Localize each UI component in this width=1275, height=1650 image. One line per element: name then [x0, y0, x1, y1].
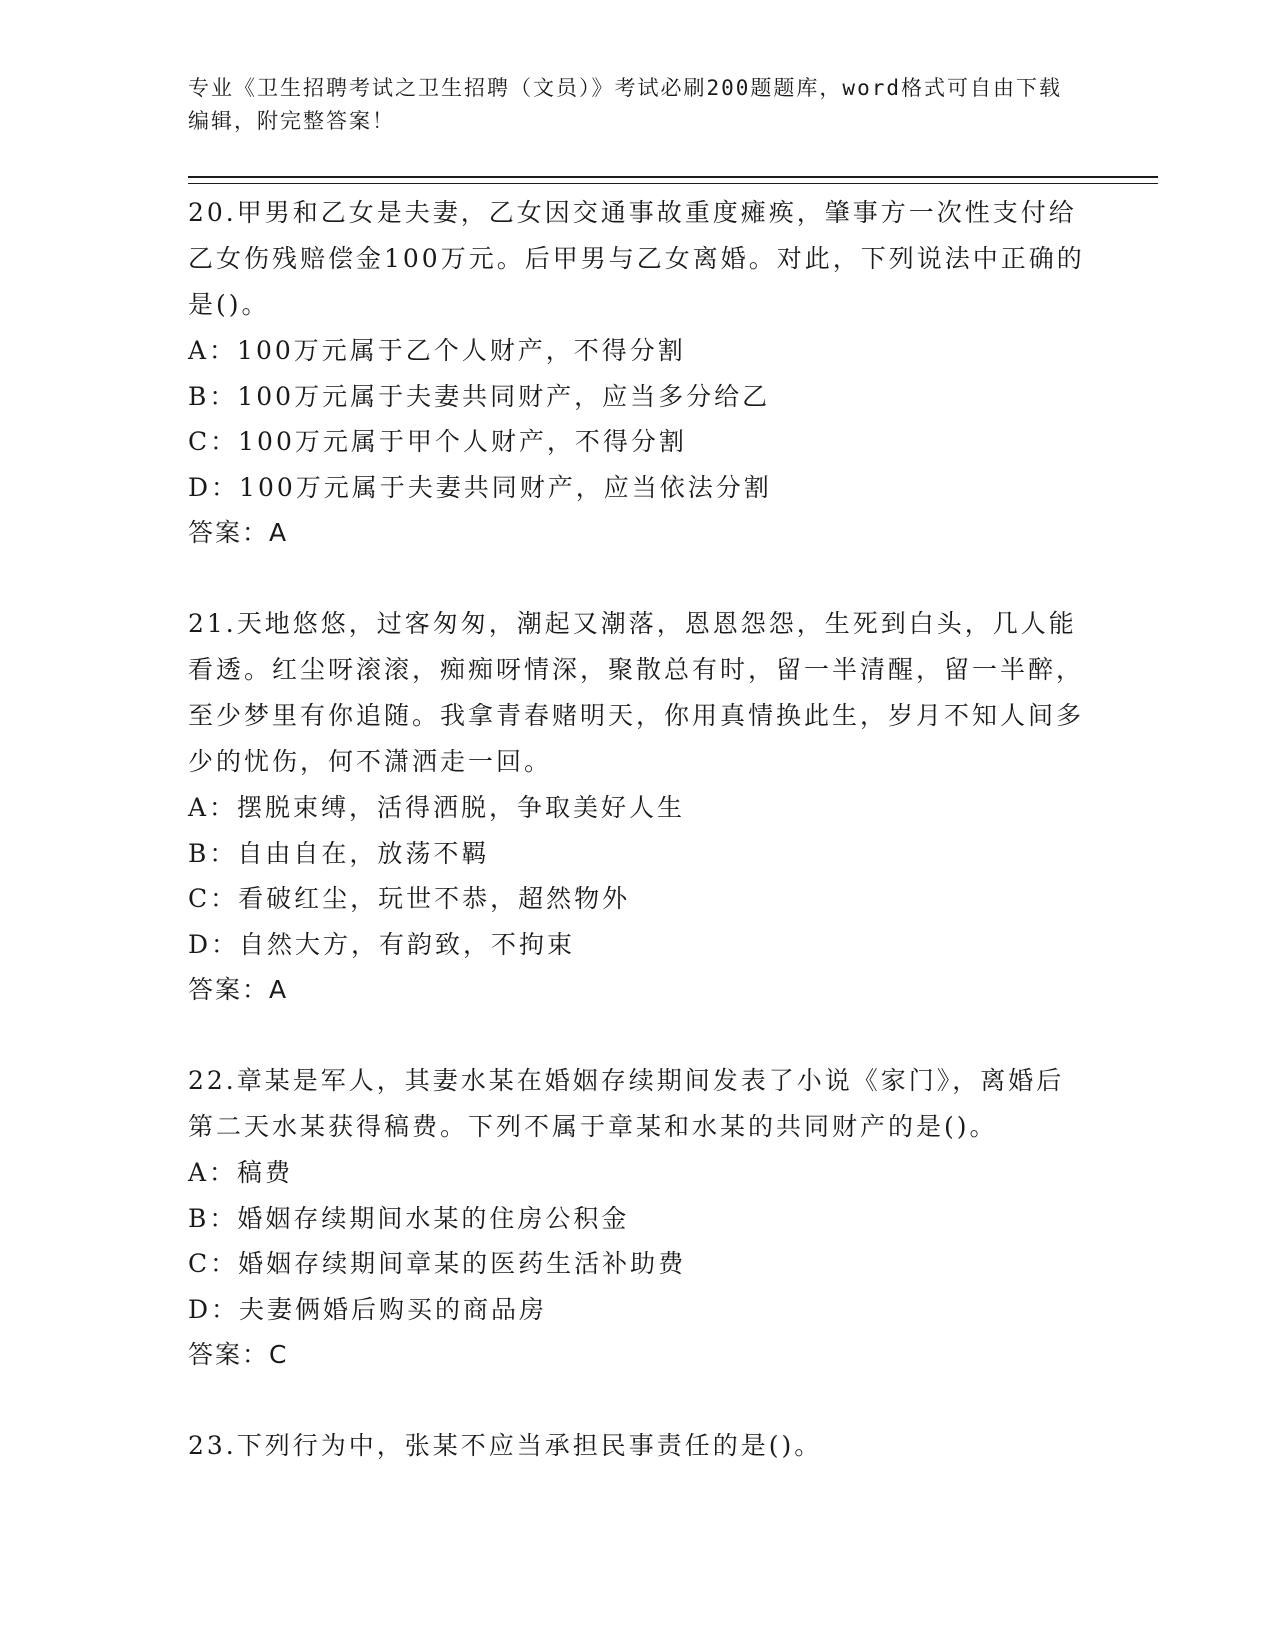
option-c: C：100万元属于甲个人财产，不得分割	[188, 427, 687, 456]
option-c: C：婚姻存续期间章某的医药生活补助费	[188, 1249, 687, 1278]
question-20	[188, 190, 1088, 555]
option-a: A：摆脱束缚，活得洒脱，争取美好人生	[188, 793, 686, 822]
document-page	[188, 72, 1158, 1460]
option-d: D：100万元属于夫妻共同财产，应当依法分割	[188, 472, 772, 502]
option-d: D：自然大方，有韵致，不拘束	[188, 929, 576, 959]
question-list	[188, 190, 1088, 1515]
question-text: 21.天地悠悠，过客匆匆，潮起又潮落，恩恩怨怨，生死到白头，几人能看透。红尘呀滚滚，痴痴呀情深，聚散总有时，留一半清醒，留一半醉，至少梦里有你追随。我拿青春赌明天，你用真情换此生，岁月不知人间多少的忧伤，何不潇洒走一回。	[188, 609, 1085, 776]
question-23	[188, 1423, 1088, 1469]
header-divider	[188, 176, 1158, 184]
document-intro: 专业《卫生招聘考试之卫生招聘（文员）》考试必刷200题题库，word格式可自由下载编辑，附完整答案！	[188, 76, 1062, 133]
question-text: 22.章某是军人，其妻水某在婚姻存续期间发表了小说《家门》，离婚后第二天水某获得稿费。下列不属于章某和水某的共同财产的是()。	[188, 1066, 1065, 1141]
question-22	[188, 1058, 1088, 1377]
answer-label: 答案：C	[188, 1340, 289, 1369]
option-b: B：自由自在，放荡不羁	[188, 838, 490, 868]
question-text: 23.下列行为中，张某不应当承担民事责任的是()。	[188, 1431, 823, 1460]
answer-label: 答案：A	[188, 518, 289, 547]
option-c: C：看破红尘，玩世不恭，超然物外	[188, 884, 631, 913]
option-a: A：100万元属于乙个人财产，不得分割	[188, 336, 686, 365]
answer-label: 答案：A	[188, 975, 289, 1004]
option-b: B：100万元属于夫妻共同财产，应当多分给乙	[188, 381, 771, 411]
option-a: A：稿费	[188, 1158, 294, 1187]
question-text: 20.甲男和乙女是夫妻，乙女因交通事故重度瘫痪，肇事方一次性支付给乙女伤残赔偿金100万元。后甲男与乙女离婚。对此，下列说法中正确的是()。	[188, 198, 1085, 319]
option-d: D：夫妻俩婚后购买的商品房	[188, 1294, 548, 1324]
question-21	[188, 601, 1088, 1012]
option-b: B：婚姻存续期间水某的住房公积金	[188, 1203, 630, 1233]
